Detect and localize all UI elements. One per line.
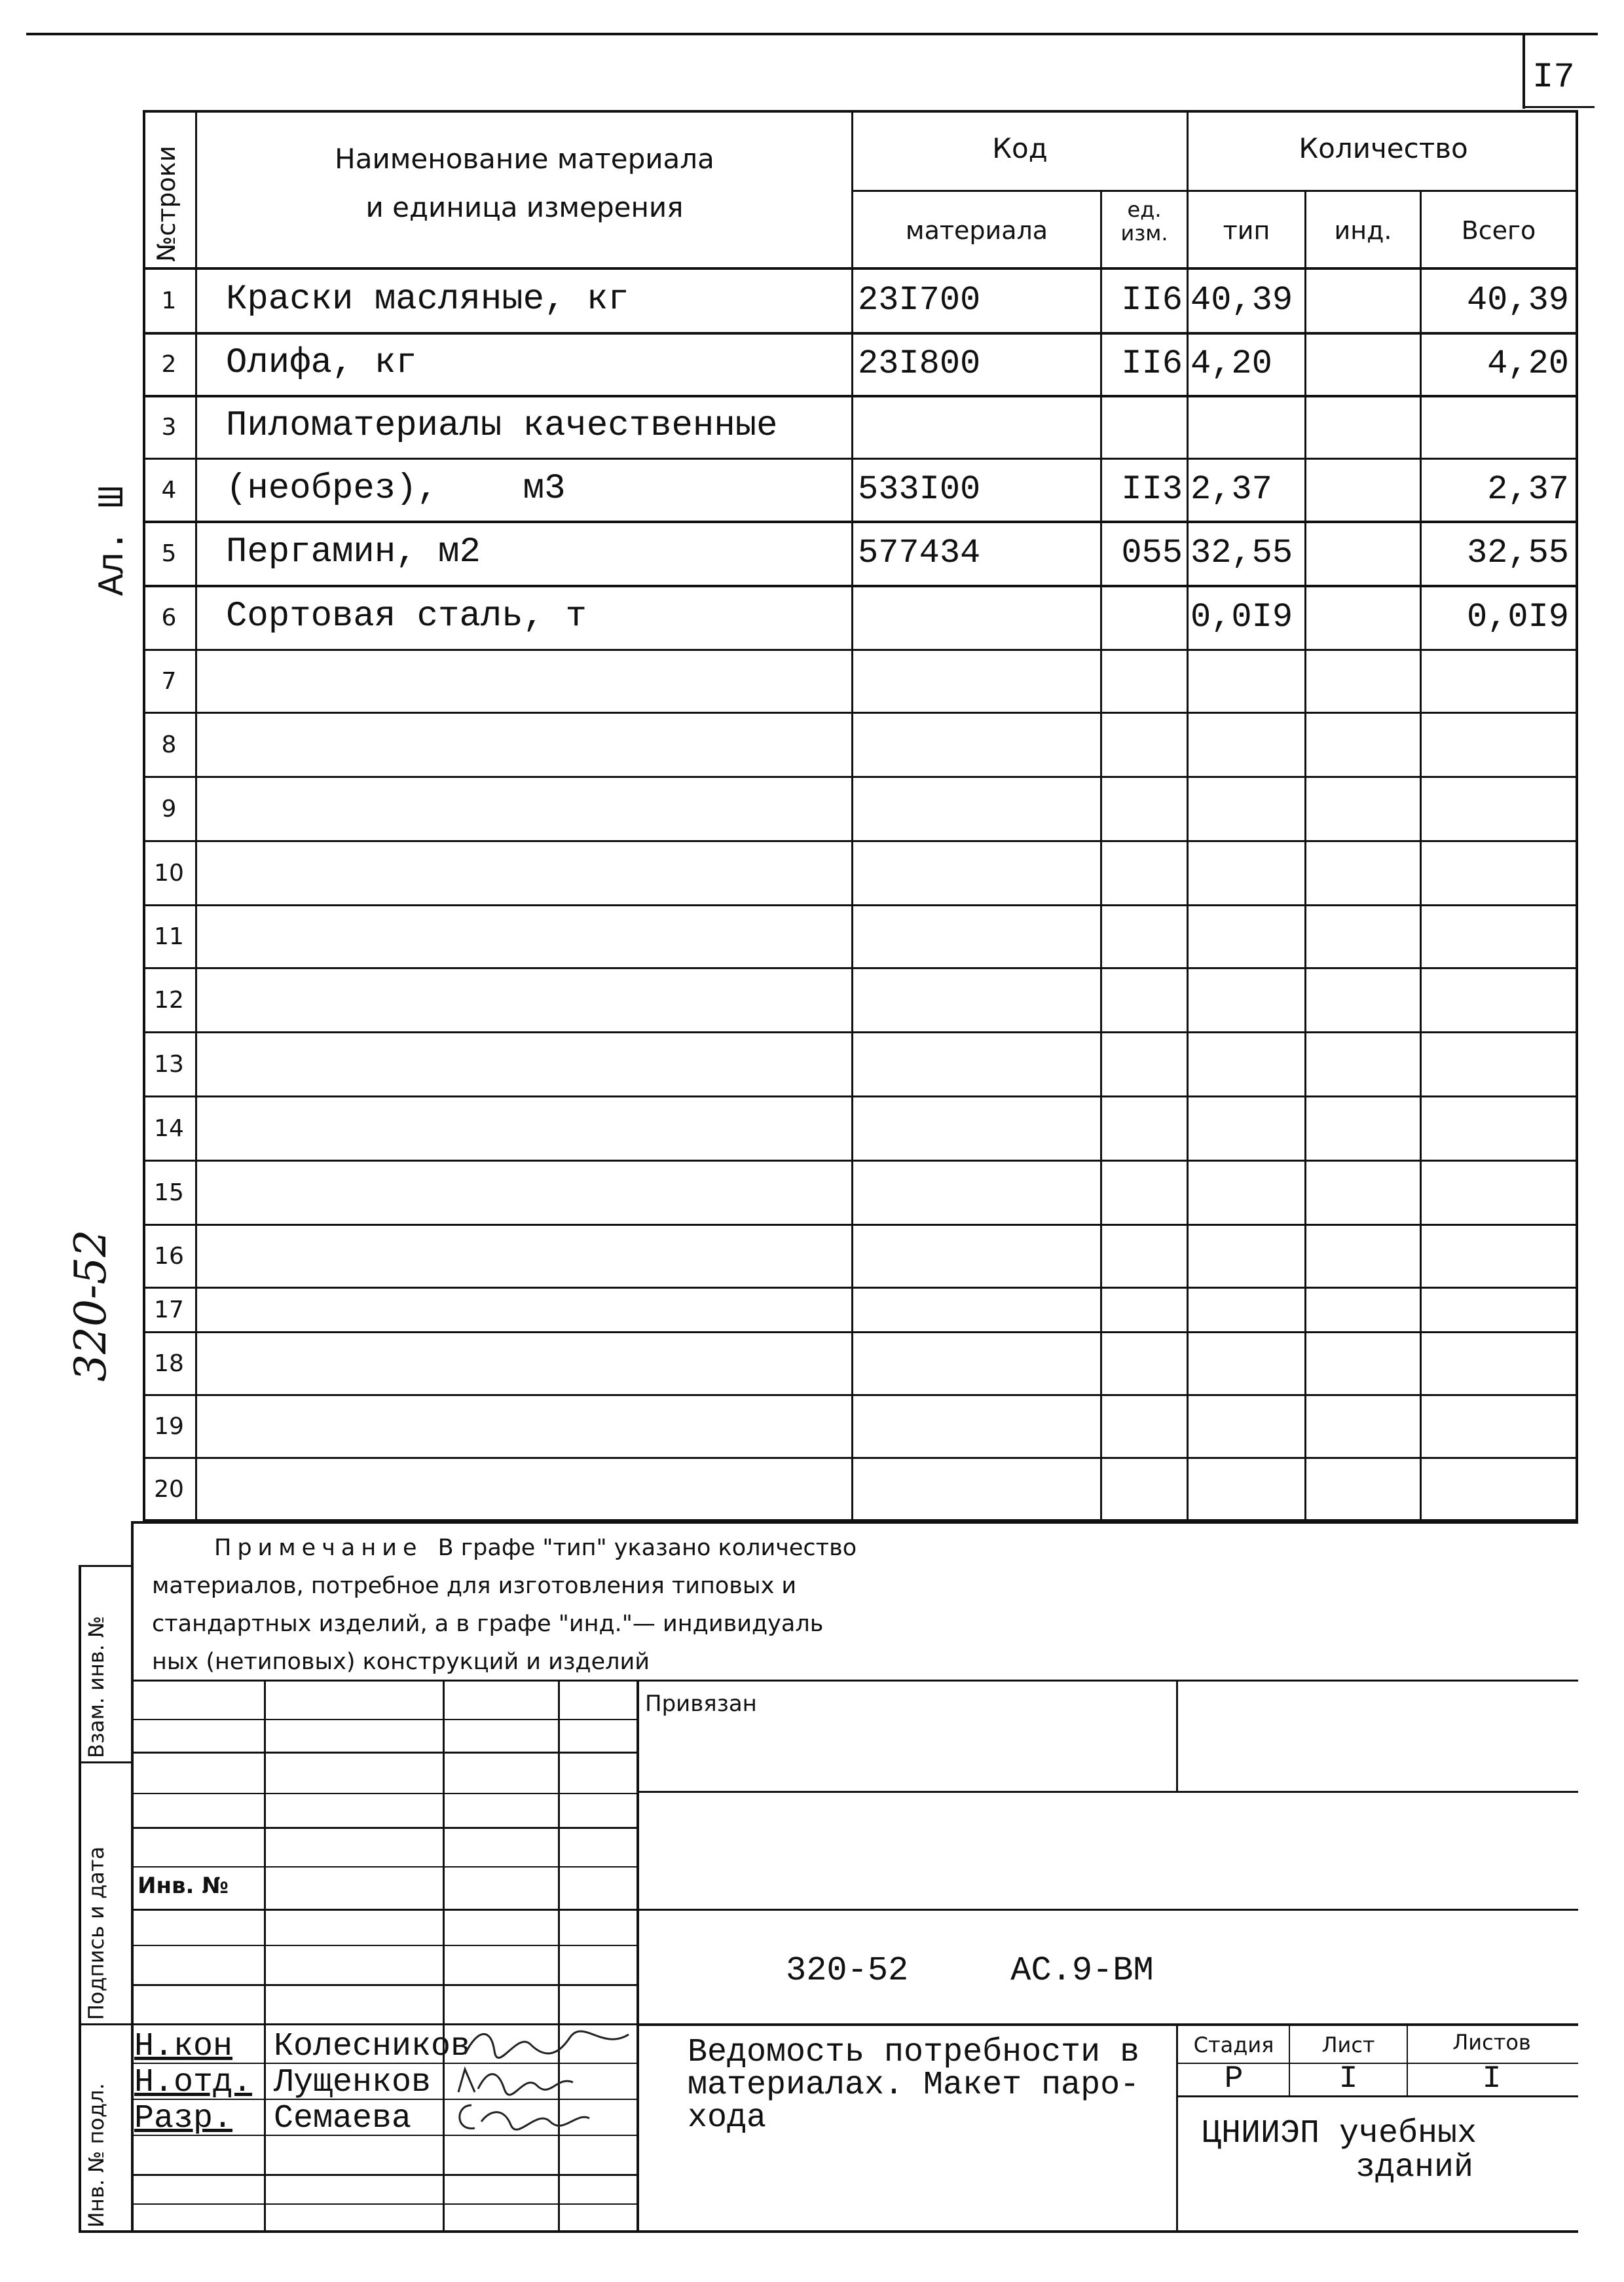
row-number: 20 (154, 1475, 184, 1503)
row-number: 11 (154, 923, 184, 950)
row-number: 5 (161, 540, 177, 567)
title-line-3: хода (688, 2099, 767, 2137)
row-number: 14 (154, 1115, 184, 1142)
inv-no-label: Инв. № (138, 1873, 229, 1899)
code-unit-header: ед. изм. (1120, 197, 1168, 246)
qty-total-header: Всего (1461, 216, 1536, 245)
role-n-otd: Н.отд. (134, 2064, 253, 2101)
privyazan-label: Привязан (645, 1691, 757, 1717)
document-code: 320-52 АС.9-ВМ (786, 1951, 1154, 1990)
document-title (688, 2036, 1139, 2135)
page-number: I7 (1532, 58, 1575, 98)
material-name: Пиломатериалы качественные (226, 406, 778, 446)
code-material-header: материала (905, 216, 1048, 245)
note-line-1: В графе "тип" указано количество (437, 1535, 857, 1561)
row-number: 15 (154, 1179, 184, 1206)
qty-type: 40,39 (1190, 281, 1293, 320)
qty-type: 32,55 (1190, 534, 1293, 572)
row-number: 10 (154, 860, 184, 887)
quantity-header: Количество (1299, 132, 1468, 164)
album-label: Ал. Ш (92, 485, 134, 596)
role-n-kon: Н.кон (134, 2028, 233, 2065)
row-number: 19 (154, 1413, 184, 1440)
row-number: 9 (161, 796, 177, 822)
material-name: Пергамин, м2 (226, 532, 481, 572)
row-number: 16 (154, 1243, 184, 1270)
note-line-3: стандартных изделий, а в графе "инд."— индивидуаль (152, 1611, 824, 1637)
name-header-line2: и единица измерения (365, 191, 684, 223)
material-code: 23I800 (858, 344, 981, 383)
stage-label: Стадия (1193, 2033, 1274, 2057)
row-number: 12 (154, 987, 184, 1014)
note-label: Примечание (214, 1535, 423, 1561)
series-handwritten: 320-52 (65, 1229, 116, 1382)
stage-value: Р (1224, 2061, 1244, 2097)
qty-total: 40,39 (1466, 281, 1569, 320)
name-lushchenkov: Лущенков (274, 2064, 432, 2101)
note-line-2: материалов, потребное для изготовления типовых и (152, 1573, 797, 1599)
row-number: 6 (161, 604, 177, 631)
qty-ind-header: инд. (1334, 216, 1392, 245)
name-header-line1: Наименование материала (335, 143, 714, 175)
note-line-4: ных (нетиповых) конструкций и изделий (152, 1649, 650, 1675)
title-line-2: материалах. Макет паро- (688, 2067, 1140, 2104)
qty-type: 2,37 (1190, 470, 1272, 509)
unit-code: II3 (1121, 470, 1183, 509)
qty-type: 0,0I9 (1190, 598, 1293, 636)
qty-total: 2,37 (1487, 470, 1569, 509)
material-name: Олифа, кг (226, 343, 417, 383)
unit-code: II6 (1121, 344, 1183, 383)
qty-type: 4,20 (1190, 344, 1272, 383)
row-number: 3 (161, 414, 177, 441)
row-number: 18 (154, 1350, 184, 1377)
unit-code: II6 (1121, 281, 1183, 320)
role-razr: Разр. (134, 2100, 233, 2137)
row-number: 4 (161, 477, 177, 504)
title-line-1: Ведомость потребности в (688, 2034, 1140, 2071)
qty-total: 32,55 (1466, 534, 1569, 572)
note-block (152, 1529, 1200, 1681)
material-name: (необрез), м3 (226, 469, 566, 509)
row-number: 2 (161, 351, 177, 378)
qty-type-header: тип (1223, 216, 1270, 245)
row-number: 1 (161, 287, 177, 314)
sheets-value: I (1482, 2061, 1502, 2097)
row-number: 8 (161, 731, 177, 758)
organization-line-1: ЦНИИЭП учебных (1202, 2115, 1477, 2152)
sheets-label: Листов (1452, 2030, 1531, 2055)
sheet-value: I (1338, 2061, 1358, 2097)
material-name: Краски масляные, кг (226, 280, 629, 320)
podpis-data-label: Подпись и дата (84, 1846, 109, 2020)
name-kolesnikov: Колесников (274, 2028, 471, 2065)
signature-3 (452, 2099, 596, 2135)
material-code: 533I00 (858, 470, 981, 509)
qty-total: 0,0I9 (1466, 598, 1569, 636)
row-number: 13 (154, 1051, 184, 1078)
materials-table (143, 110, 1578, 1521)
row-number: 7 (161, 668, 177, 695)
signature-2 (452, 2063, 583, 2099)
organization-line-2: зданий (1356, 2149, 1474, 2186)
material-code: 577434 (858, 534, 981, 572)
inv-podl-label: Инв. № подл. (84, 2083, 109, 2228)
unit-code: 055 (1121, 534, 1183, 572)
row-number-header: №строки (152, 145, 181, 262)
vzam-inv-label: Взам. инв. № (84, 1615, 109, 1758)
sheet-label: Лист (1321, 2033, 1375, 2057)
material-name: Сортовая сталь, т (226, 597, 587, 636)
name-semaeva: Семаева (274, 2100, 412, 2137)
material-code: 23I700 (858, 281, 981, 320)
signature-1 (458, 2025, 635, 2064)
code-header: Код (992, 132, 1048, 164)
qty-total: 4,20 (1487, 344, 1569, 383)
row-number: 17 (154, 1297, 184, 1323)
